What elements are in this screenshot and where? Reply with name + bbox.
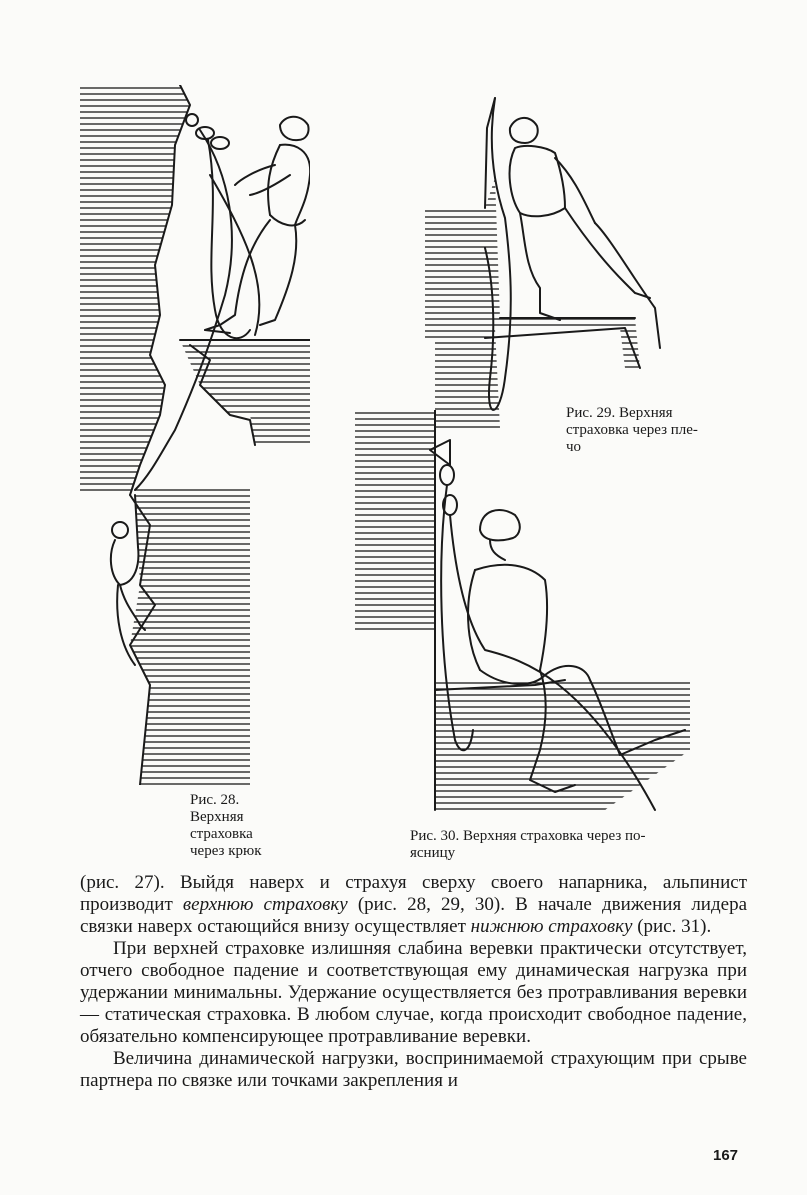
term-upper-belay: верхнюю страховку	[182, 894, 348, 915]
paragraph-1: (рис. 27). Выйдя наверх и страхуя сверху своего напарника, альпинист производит верхнюю страховку (рис. 28, 29, 30). В начале движения лидера связки наверх остающийся внизу осуществляет нижнюю страховку (рис. 31).	[80, 872, 748, 937]
figure-30-caption: Рис. 30. Верхняя страховка через по- ясницу	[410, 828, 646, 861]
figure-29-illustration	[425, 88, 675, 433]
term-lower-belay: нижнюю страховку	[470, 916, 633, 937]
figure-30-illustration	[355, 410, 690, 820]
page-number: 167	[713, 1147, 739, 1164]
figure-29-caption: Рис. 29. Верхняя страховка через пле- чо	[566, 405, 698, 455]
figure-28-illustration	[80, 85, 310, 785]
paragraph-3: Величина динамической нагрузки, воспринимаемой страхующим при срыве партнера по связке или точками закрепления и	[80, 1048, 747, 1091]
paragraph-2: При верхней страховке излишняя слабина веревки практически отсутствует, отчего свободное падение и соответствующая ему динамическая нагрузка при удержании минимальны. Удержание осуществляется без протравливания веревки — статическая страховка. В любом случае, когда происходит свободное падение, обязательно компенсирующее протравливание веревки.	[80, 938, 747, 1047]
figure-28-caption: Рис. 28. Верхняя страховка через крюк	[190, 792, 262, 859]
body-text	[80, 872, 747, 1092]
